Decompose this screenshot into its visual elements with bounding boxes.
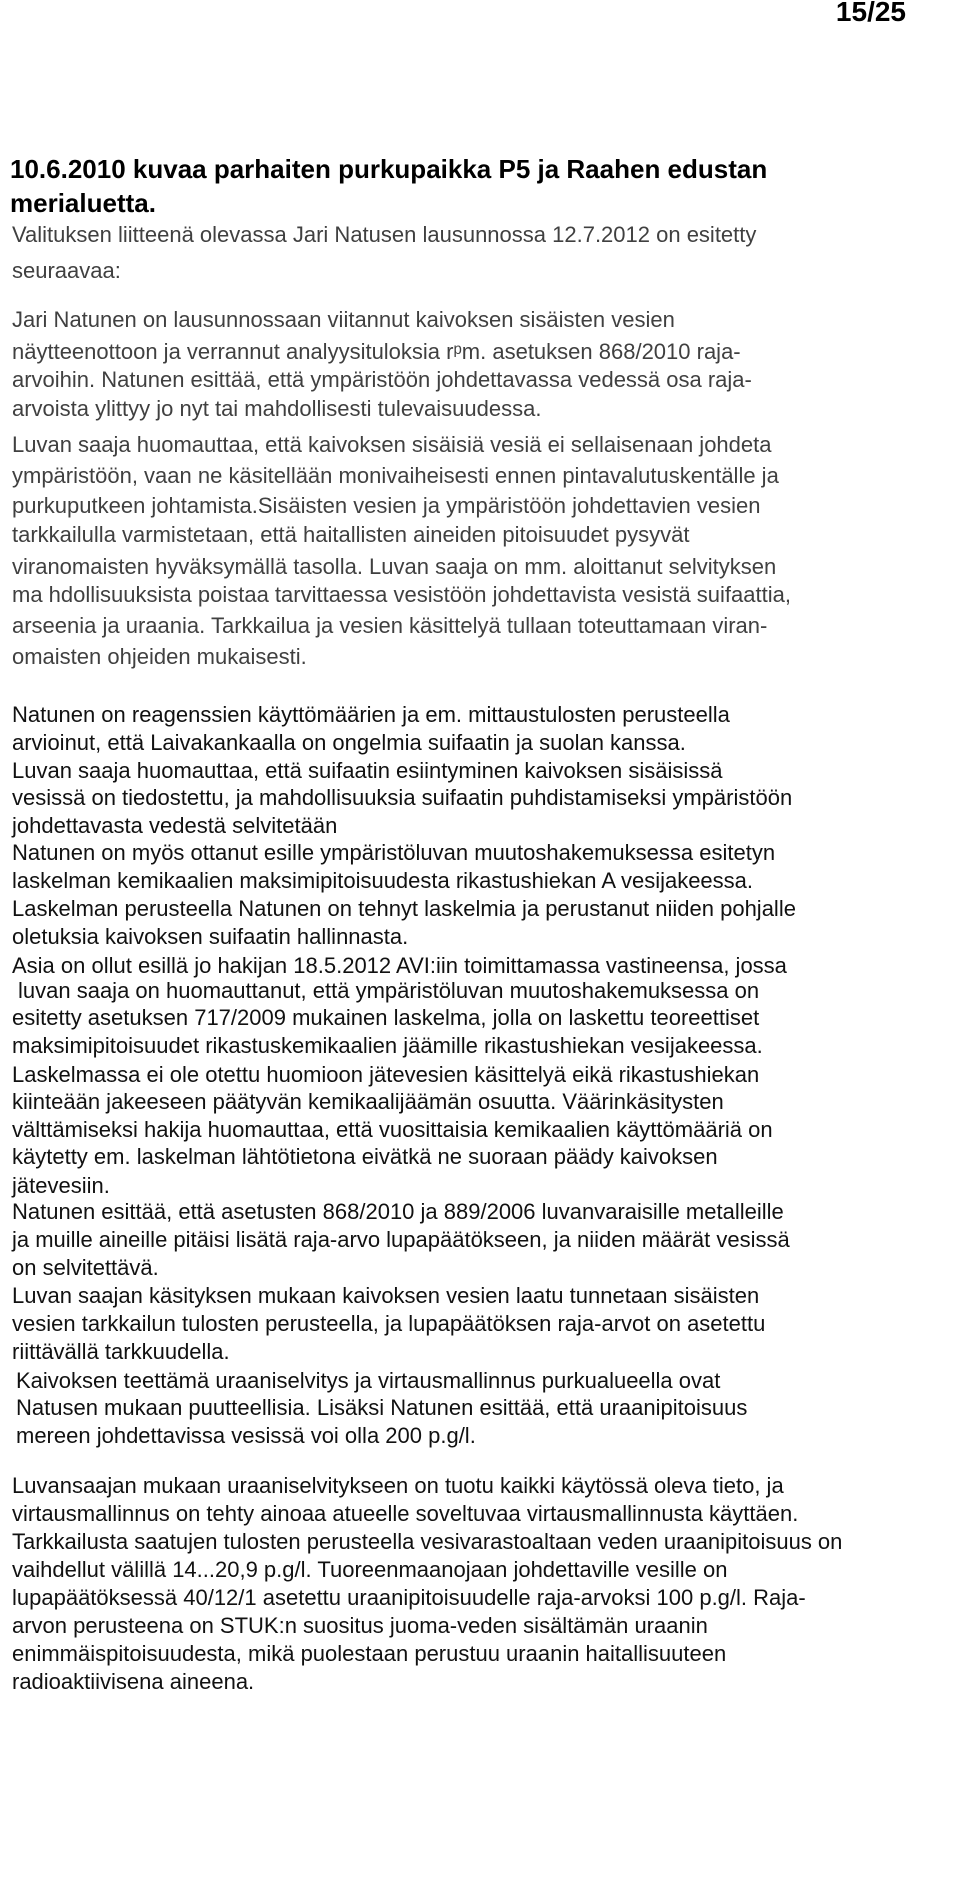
text-line: Laskelmassa ei ole otettu huomioon jätevesien käsittelyä eikä rikastushiekan	[12, 1062, 760, 1087]
text-line: Luvansaajan mukaan uraaniselvitykseen on tuotu kaikki käytössä oleva tieto, ja	[12, 1473, 784, 1498]
text-line: välttämiseksi hakija huomauttaa, että vuosittaisia kemikaalien käyttömääriä on	[12, 1117, 773, 1142]
text-line: mereen johdettavissa vesissä voi olla 200 p.g/l.	[16, 1423, 476, 1448]
text-line: Asia on ollut esillä jo hakijan 18.5.2012 AVI:iin toimittamassa vastineensa, jossa	[12, 953, 787, 978]
text-line: käytetty em. laskelman lähtötietona eivätkä ne suoraan päädy kaivoksen	[12, 1144, 718, 1169]
text-line: arvoihin. Natunen esittää, että ympäristöön johdettavassa vedessä osa raja-	[12, 367, 752, 392]
text-line: Luvan saaja huomauttaa, että suifaatin esiintyminen kaivoksen sisäisissä	[12, 758, 723, 783]
text-line: ja muille aineille pitäisi lisätä raja-arvo lupapäätökseen, ja niiden määrät vesissä	[12, 1227, 790, 1252]
text-line: Luvan saaja huomauttaa, että kaivoksen sisäisiä vesiä ei sellaisenaan johdeta	[12, 432, 772, 457]
text-line: radioaktiivisena aineena.	[12, 1669, 255, 1694]
text-line: arvoista ylittyy jo nyt tai mahdollisesti tulevaisuudessa.	[12, 396, 542, 421]
text-line: tarkkailulla varmistetaan, että haitallisten aineiden pitoisuudet pysyvät	[12, 522, 690, 547]
text-line: ma hdollisuuksista poistaa tarvittaessa vesistöön johdettavista vesistä suifaattia,	[12, 582, 791, 607]
text-line: arvon perusteena on STUK:n suositus juoma-veden sisältämän uraanin	[12, 1613, 708, 1638]
text-line: viranomaisten hyväksymällä tasolla. Luvan saaja on mm. aloittanut selvityksen	[12, 554, 777, 579]
text-line: kiinteään jakeeseen päätyvän kemikaalijäämän osuutta. Väärinkäsitysten	[12, 1089, 724, 1114]
text-line: oletuksia kaivoksen suifaatin hallinnasta.	[12, 924, 409, 949]
text-line: omaisten ohjeiden mukaisesti.	[12, 644, 307, 669]
text-line: Natunen esittää, että asetusten 868/2010 ja 889/2006 luvanvaraisille metalleille	[12, 1199, 784, 1224]
text-line: riittävällä tarkkuudella.	[12, 1339, 230, 1364]
text-line: arseenia ja uraania. Tarkkailua ja vesien käsittelyä tullaan toteuttamaan viran-	[12, 613, 768, 638]
text-line: Natunen on myös ottanut esille ympäristöluvan muutoshakemuksessa esitetyn	[12, 840, 776, 865]
text-line: on selvitettävä.	[12, 1255, 159, 1280]
text-line: Natunen on reagenssien käyttömäärien ja em. mittaustulosten perusteella	[12, 702, 730, 727]
page-heading: 10.6.2010 kuvaa parhaiten purkupaikka P5 ja Raahen edustan merialuetta.	[10, 154, 768, 218]
text-line: Natusen mukaan puutteellisia. Lisäksi Natunen esittää, että uraanipitoisuus	[16, 1395, 748, 1420]
text-line: luvan saaja on huomauttanut, että ympäristöluvan muutoshakemuksessa on	[18, 978, 760, 1003]
text-line: vesissä on tiedostettu, ja mahdollisuuksia suifaatin puhdistamiseksi ympäristöön	[12, 785, 793, 810]
text-line: jätevesiin.	[12, 1173, 110, 1198]
text-line: enimmäispitoisuudesta, mikä puolestaan perustuu uraanin haitallisuuteen	[12, 1641, 727, 1666]
text-line: arvioinut, että Laivakankaalla on ongelmia suifaatin ja suolan kanssa.	[12, 730, 686, 755]
text-line: Kaivoksen teettämä uraaniselvitys ja virtausmallinnus purkualueella ovat	[16, 1368, 721, 1393]
text-line: Laskelman perusteella Natunen on tehnyt laskelmia ja perustanut niiden pohjalle	[12, 896, 796, 921]
text-line: näytteenottoon ja verrannut analyysituloksia rᵖm. asetuksen 868/2010 raja-	[12, 339, 741, 364]
page-number: 15/25	[835, 0, 906, 27]
text-line: vesien tarkkailun tulosten perusteella, ja lupapäätöksen raja-arvot on asetettu	[12, 1311, 766, 1336]
text-line: laskelman kemikaalien maksimipitoisuudesta rikastushiekan A vesijakeessa.	[12, 868, 754, 893]
text-line: ympäristöön, vaan ne käsitellään monivaiheisesti ennen pintavalutuskentälle ja	[12, 463, 779, 488]
text-line: esitetty asetuksen 717/2009 mukainen laskelma, jolla on laskettu teoreettiset	[12, 1005, 760, 1030]
text-line: Luvan saajan käsityksen mukaan kaivoksen vesien laatu tunnetaan sisäisten	[12, 1283, 760, 1308]
text-line: Valituksen liitteenä olevassa Jari Natusen lausunnossa 12.7.2012 on esitetty	[12, 222, 757, 247]
text-line: seuraavaa:	[12, 258, 121, 283]
text-line: Tarkkailusta saatujen tulosten perusteella vesivarastoaltaan veden uraanipitoisuus on	[12, 1529, 843, 1554]
text-line: johdettavasta vedestä selvitetään	[12, 813, 338, 838]
text-line: Jari Natunen on lausunnossaan viitannut kaivoksen sisäisten vesien	[12, 307, 675, 332]
text-line: virtausmallinnus on tehty ainoaa atueelle soveltuvaa virtausmallinnusta käyttäen.	[12, 1501, 799, 1526]
text-line: purkuputkeen johtamista.Sisäisten vesien ja ympäristöön johdettavien vesien	[12, 493, 761, 518]
text-line: lupapäätöksessä 40/12/1 asetettu uraanipitoisuudelle raja-arvoksi 100 p.g/l. Raja-	[12, 1585, 806, 1610]
text-line: vaihdellut välillä 14...20,9 p.g/l. Tuoreenmaanojaan johdettaville vesille on	[12, 1557, 728, 1582]
text-line: maksimipitoisuudet rikastuskemikaalien jäämille rikastushiekan vesijakeessa.	[12, 1033, 763, 1058]
